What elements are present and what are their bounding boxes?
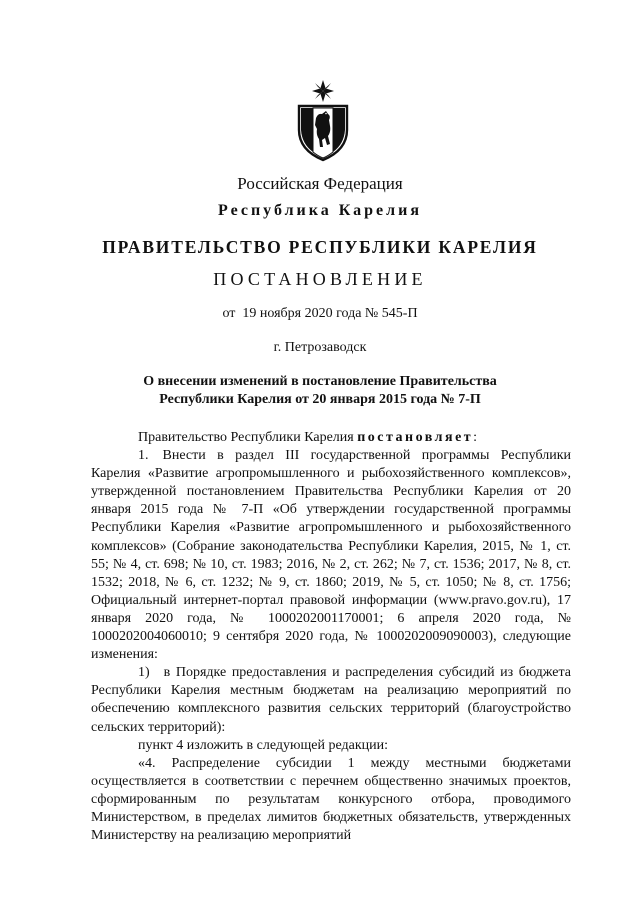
government-heading: ПРАВИТЕЛЬСТВО РЕСПУБЛИКИ КАРЕЛИЯ [102,237,538,257]
paragraph-1: 1. Внести в раздел III государственной программы Республики Карелия «Развитие агропромышленного и рыбохозяйственного комплексов», утвержденной постановлением Правительства Республики Карелия от 20 января 2015 года № 7-П «Об утверждении государственной программы Республики Карелия «Развитие агропромышленного и рыбохозяйственного комплексов» (Собрание законодательства Республики Карелия, 2015, № 1, ст. 55; № 4, ст. 698; № 10, ст. 1983; 2016, № 2, ст. 262; № 7, ст. 1536; 2017, № 8, ст. 1532; 2018, № 6, ст. 1232; № 9, ст. 1860; 2019, № 5, ст. 1050; № 8, ст. 1756; Официальный интернет-портал правовой информации (www.pravo.gov.ru), 17 января 2020 года, № 1000202001170001; 6 апреля 2020 года, № 1000202004060010; 9 сентября 2020 года, № 1000202009090003), следующие изменения: [91,448,571,663]
republic-name: Республика Карелия [218,202,422,219]
paragraph-2: 1) в Порядке предоставления и распределения субсидий из бюджета Республики Карелия местным бюджетам на реализацию мероприятий по обеспечению комплексного развития сельских территорий (благоустройство сельских территорий): [91,665,571,735]
document-type: ПОСТАНОВЛЕНИЕ [213,269,427,289]
intro-prefix: Правительство Республики Карелия [138,430,358,445]
intro-suffix: : [473,430,478,445]
intro-decree-word: постановляет [357,430,474,445]
paragraph-3: пункт 4 изложить в следующей редакции: [138,737,388,753]
paragraph-4: «4. Распределение субсидии 1 между местными бюджетами осуществляется в соответствии с перечнем общественно значимых проектов, сформированным по результатам конкурсного отбора, проводимого Министерством, в пределах лимитов бюджетных обязательств, утвержденных Министерству на реализацию мероприятий [91,755,571,844]
intro-paragraph [91,429,571,447]
document-city: г. Петрозаводск [273,340,367,355]
document-title-line-1: О внесении изменений в постановление Правительства [143,374,497,389]
document-body [91,429,571,845]
coat-of-arms-emblem [296,80,350,162]
document-title-line-2: Республики Карелия от 20 января 2015 года № 7-П [159,392,481,407]
country-name: Российская Федерация [237,174,403,193]
document-date-number: от 19 ноября 2020 года № 545-П [222,306,418,321]
